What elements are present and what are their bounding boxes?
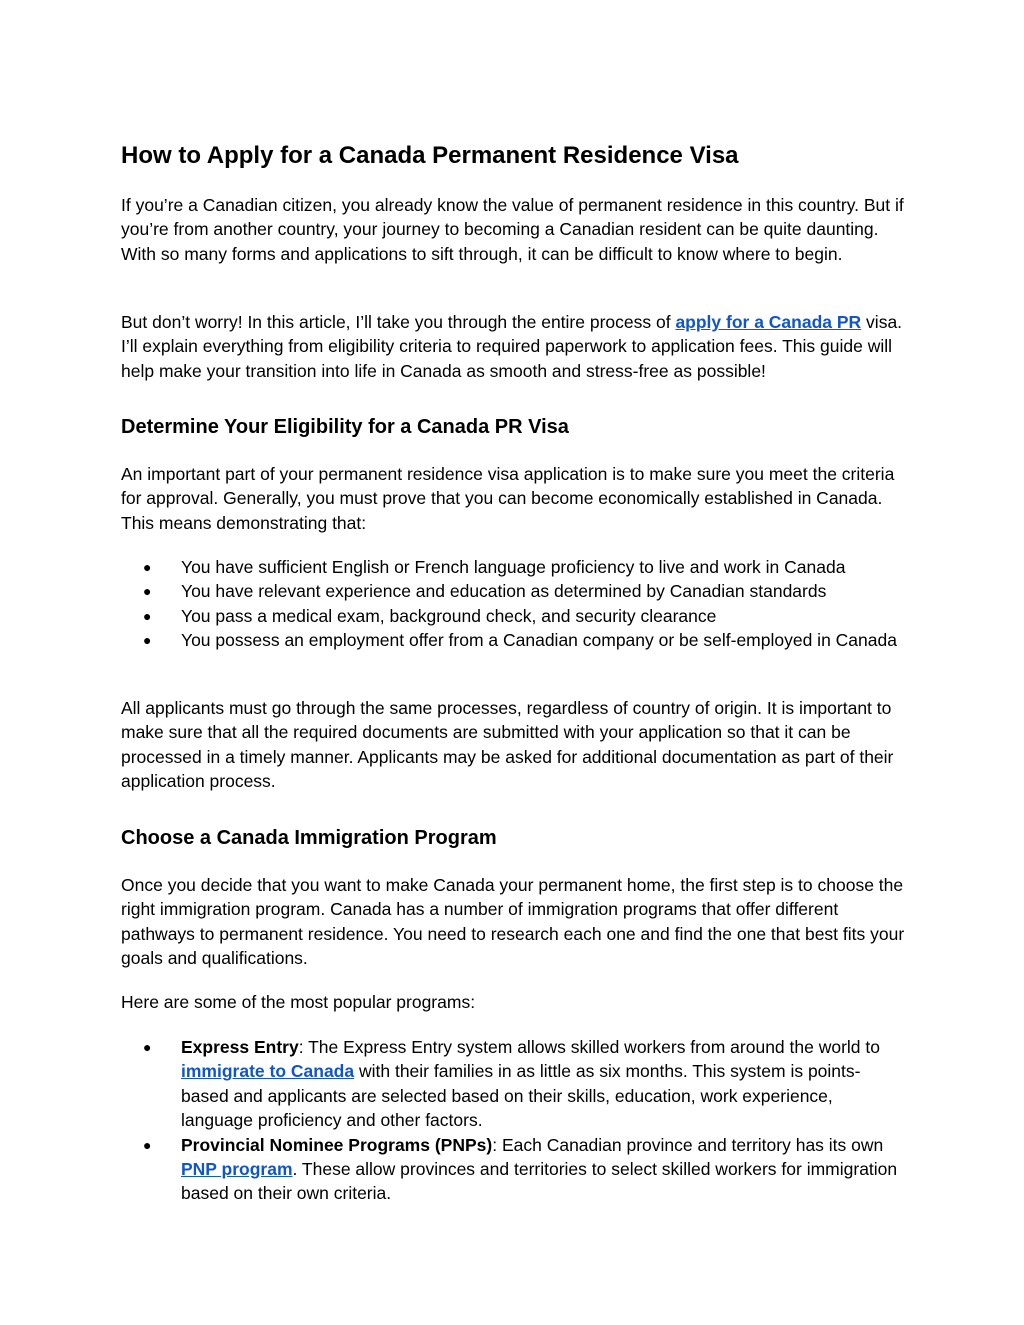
bullet-icon: ● (143, 1039, 152, 1055)
apply-canada-pr-link[interactable]: apply for a Canada PR (675, 312, 862, 332)
pnp-text-after: . These allow provinces and territories to select skilled workers for immigration based on their own criteria. (181, 1159, 898, 1204)
express-entry-text-before: : The Express Entry system allows skilled workers from around the world to (298, 1037, 880, 1057)
list-item-text: You possess an employment offer from a Canadian company or be self-employed in Canada (181, 630, 897, 651)
page-title: How to Apply for a Canada Permanent Residence Visa (121, 142, 739, 169)
eligibility-list (121, 555, 911, 653)
pnp-name: Provincial Nominee Programs (PNPs) (181, 1134, 493, 1155)
list-item-text: You have relevant experience and education as determined by Canadian standards (181, 581, 827, 602)
list-item (121, 555, 901, 579)
eligibility-intro: An important part of your permanent residence visa application is to make sure you meet the criteria for approval. Generally, you must prove that you can become economically established in Canada. This means demonstrating that: (121, 464, 895, 533)
programs-list (121, 1035, 911, 1206)
intro-paragraph-2 (121, 310, 906, 383)
list-item-pnp (121, 1133, 901, 1206)
pnp-text-before: : Each Canadian province and territory has its own (492, 1134, 884, 1155)
intro-p2-text-after: visa. I’ll explain everything from eligibility criteria to required paperwork to application fees. This guide will help make your transition into life in Canada as smooth and stress-free as possible! (121, 312, 903, 381)
list-item (121, 628, 901, 652)
eligibility-heading: Determine Your Eligibility for a Canada PR Visa (121, 416, 569, 438)
express-entry-text-after: with their families in as little as six months. This system is points-based and applicants are selected based on their skills, education, work experience, language proficiency and other factors. (181, 1061, 861, 1131)
pnp-program-link[interactable]: PNP program (181, 1159, 293, 1180)
bullet-icon: ● (143, 583, 152, 600)
intro-p2-text-before: But don’t worry! In this article, I’ll take you through the entire process of (121, 312, 676, 332)
intro-paragraph-1: If you’re a Canadian citizen, you already know the value of permanent residence in this country. But if you’re from another country, your journey to becoming a Canadian resident can be quite daunting. With so many forms and applications to sift through, it can be difficult to know where to begin. (121, 195, 904, 264)
programs-heading: Choose a Canada Immigration Program (121, 827, 497, 849)
express-entry-name: Express Entry (181, 1037, 299, 1057)
list-item-text: You have sufficient English or French language proficiency to live and work in Canada (181, 557, 846, 577)
programs-lead: Here are some of the most popular programs: (121, 992, 476, 1012)
programs-intro: Once you decide that you want to make Canada your permanent home, the first step is to choose the right immigration program. Canada has a number of immigration programs that offer different pathways to permanent residence. You need to research each one and find the one that best fits your goals and qualifications. (121, 875, 905, 969)
bullet-icon: ● (143, 632, 152, 649)
bullet-icon: ● (143, 607, 152, 624)
list-item-text: You pass a medical exam, background check, and security clearance (181, 605, 717, 626)
bullet-icon: ● (143, 1136, 152, 1153)
list-item-express-entry (121, 1035, 901, 1133)
eligibility-outro: All applicants must go through the same processes, regardless of country of origin. It is important to make sure that all the required documents are submitted with your application so that it can be processed in a timely manner. Applicants may be asked for additional documentation as part of their application process. (121, 698, 894, 792)
list-item (121, 604, 901, 628)
immigrate-to-canada-link[interactable]: immigrate to Canada (181, 1061, 355, 1082)
list-item (121, 579, 901, 603)
bullet-icon: ● (143, 559, 152, 575)
